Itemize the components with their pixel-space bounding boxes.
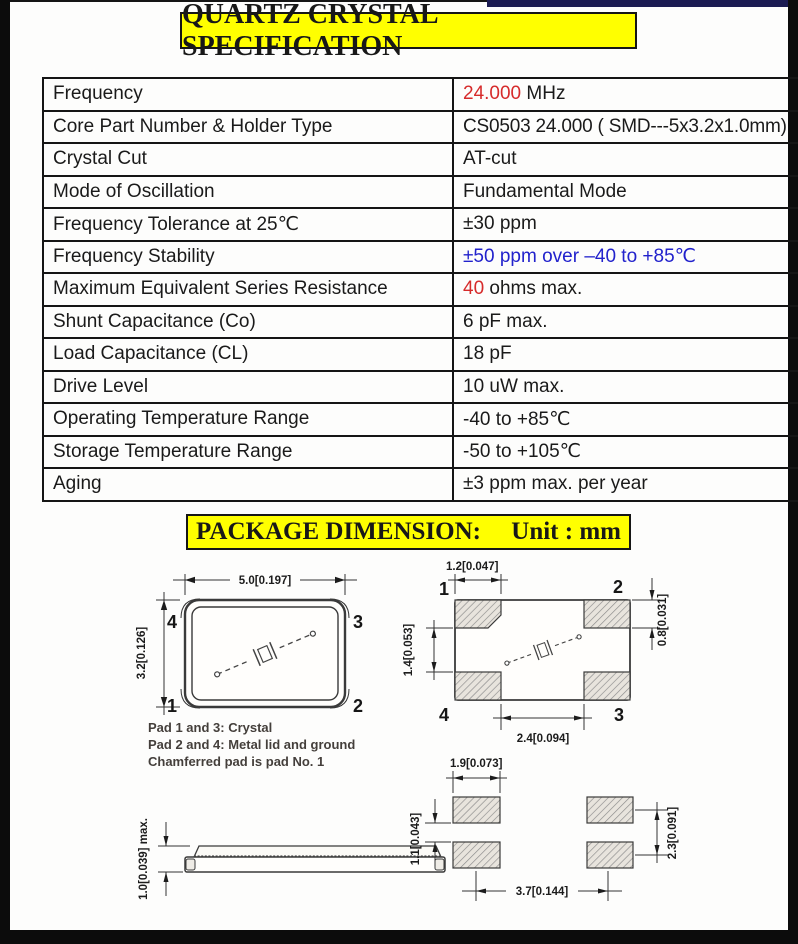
table-row bbox=[43, 208, 798, 241]
table-row bbox=[43, 78, 798, 111]
spec-value: AT-cut bbox=[453, 143, 798, 176]
package-dimension-title: PACKAGE DIMENSION: bbox=[196, 518, 481, 545]
pin-3-label: 3 bbox=[613, 705, 625, 725]
arrowhead bbox=[453, 776, 463, 781]
dim-width-label: 5.0[0.197] bbox=[238, 575, 292, 587]
dim-land-pitch-label: 2.3[0.091] bbox=[667, 806, 679, 860]
arrowhead bbox=[432, 662, 437, 672]
extension-lines bbox=[632, 600, 660, 628]
spec-label: Drive Level bbox=[43, 371, 453, 404]
arrowhead bbox=[433, 842, 438, 852]
table-row bbox=[43, 273, 798, 306]
spec-value: 10 uW max. bbox=[453, 371, 798, 404]
spec-label: Crystal Cut bbox=[43, 143, 453, 176]
spec-value: -50 to +105℃ bbox=[453, 436, 798, 469]
pin-2-label: 2 bbox=[352, 696, 364, 716]
arrowhead bbox=[655, 810, 660, 820]
package-dimension-header bbox=[186, 514, 631, 550]
pad-3 bbox=[584, 672, 630, 700]
arrowhead bbox=[491, 578, 501, 583]
spec-label: Frequency Stability bbox=[43, 241, 453, 274]
spec-value: ±50 ppm over –40 to +85℃ bbox=[453, 241, 798, 274]
spec-label: Shunt Capacitance (Co) bbox=[43, 306, 453, 339]
spec-label: Storage Temperature Range bbox=[43, 436, 453, 469]
spec-value-highlight: 24.000 bbox=[463, 83, 522, 105]
extension-lines bbox=[425, 823, 451, 842]
arrowhead bbox=[650, 628, 655, 638]
land-pad bbox=[453, 797, 500, 823]
spec-label: Core Part Number & Holder Type bbox=[43, 111, 453, 144]
spec-label: Aging bbox=[43, 468, 453, 501]
pad-note-line: Chamferred pad is pad No. 1 bbox=[148, 754, 325, 769]
pin-4-label: 4 bbox=[438, 705, 450, 725]
arrowhead bbox=[655, 845, 660, 855]
extension-lines bbox=[501, 704, 584, 730]
spec-value: Fundamental Mode bbox=[453, 176, 798, 209]
spec-value-highlight: 40 bbox=[463, 278, 485, 300]
table-row bbox=[43, 338, 798, 371]
dim-thickness-label: 1.0[0.039] max. bbox=[138, 818, 150, 900]
spec-label: Mode of Oscillation bbox=[43, 176, 453, 209]
arrowhead bbox=[432, 628, 437, 638]
top-view-drawing bbox=[128, 562, 418, 727]
extension-lines bbox=[635, 810, 668, 855]
page-title bbox=[180, 0, 637, 62]
arrowhead bbox=[501, 716, 511, 721]
spec-label: Operating Temperature Range bbox=[43, 403, 453, 436]
frame-left bbox=[0, 0, 10, 944]
arrowhead bbox=[164, 872, 169, 882]
table-row bbox=[43, 403, 798, 436]
spec-value: -40 to +85℃ bbox=[453, 403, 798, 436]
dim-pad-spacing-label: 2.4[0.094] bbox=[516, 733, 570, 745]
arrowhead bbox=[164, 836, 169, 846]
pin-1-label: 1 bbox=[438, 579, 450, 599]
extension-lines bbox=[453, 771, 500, 793]
land-pad bbox=[453, 842, 500, 868]
package-dimension-unit: Unit : mm bbox=[511, 518, 621, 545]
table-row bbox=[43, 111, 798, 144]
dim-land-gap-label: 1.1[0.043] bbox=[410, 812, 422, 866]
arrowhead bbox=[455, 578, 465, 583]
extension-lines bbox=[455, 574, 501, 594]
table-row bbox=[43, 143, 798, 176]
land-pad bbox=[587, 842, 633, 868]
spec-value-rest: ohms max. bbox=[484, 278, 583, 300]
spec-table bbox=[42, 77, 798, 502]
pad-notes bbox=[148, 719, 355, 770]
arrowhead bbox=[598, 889, 608, 894]
spec-value: ±30 ppm bbox=[453, 208, 798, 241]
spec-value: 18 pF bbox=[453, 338, 798, 371]
land-pad bbox=[587, 797, 633, 823]
pad-note-line: Pad 1 and 3: Crystal bbox=[148, 720, 273, 735]
dim-pad-gap-label: 1.4[0.053] bbox=[403, 623, 415, 677]
table-row bbox=[43, 468, 798, 501]
spec-label: Frequency Tolerance at 25℃ bbox=[43, 208, 453, 241]
spec-value-rest: MHz bbox=[521, 83, 566, 105]
frame-bottom bbox=[0, 930, 798, 944]
page-title-text: QUARTZ CRYSTAL SPECIFICATION bbox=[182, 0, 438, 62]
table-row bbox=[43, 306, 798, 339]
land-pattern-drawing bbox=[410, 755, 690, 920]
pin-3-label: 3 bbox=[352, 612, 364, 632]
dim-land-width-label: 1.9[0.073] bbox=[450, 758, 503, 770]
table-row bbox=[43, 176, 798, 209]
arrowhead bbox=[476, 889, 486, 894]
arrowhead bbox=[490, 776, 500, 781]
base-body bbox=[185, 857, 445, 872]
spec-value bbox=[453, 78, 798, 111]
spec-label: Maximum Equivalent Series Resistance bbox=[43, 273, 453, 306]
spec-value: 6 pF max. bbox=[453, 306, 798, 339]
spec-label: Frequency bbox=[43, 78, 453, 111]
crystal-body-inner bbox=[192, 607, 338, 700]
table-row bbox=[43, 241, 798, 274]
arrowhead bbox=[161, 600, 167, 610]
pin-1-label: 1 bbox=[166, 696, 178, 716]
arrowhead bbox=[574, 716, 584, 721]
spec-value bbox=[453, 273, 798, 306]
spec-value: CS0503 24.000 ( SMD---5x3.2x1.0mm) bbox=[453, 111, 798, 144]
dim-land-span-label: 3.7[0.144] bbox=[515, 886, 569, 898]
bottom-view-drawing bbox=[398, 558, 698, 748]
arrowhead bbox=[650, 590, 655, 600]
table-row bbox=[43, 436, 798, 469]
end-terminal bbox=[186, 859, 195, 870]
spec-value: ±3 ppm max. per year bbox=[453, 468, 798, 501]
pad-4 bbox=[455, 672, 501, 700]
dim-pad-width-label: 1.2[0.047] bbox=[446, 561, 499, 573]
dim-pad-height-label: 0.8[0.031] bbox=[657, 593, 669, 647]
dim-height-label: 3.2[0.126] bbox=[136, 626, 148, 680]
arrowhead bbox=[185, 577, 195, 583]
arrowhead bbox=[433, 813, 438, 823]
pin-4-label: 4 bbox=[166, 612, 178, 632]
metal-lid bbox=[194, 846, 441, 857]
pad-note-line: Pad 2 and 4: Metal lid and ground bbox=[148, 737, 356, 752]
spec-label: Load Capacitance (CL) bbox=[43, 338, 453, 371]
extension-lines bbox=[426, 628, 453, 672]
arrowhead bbox=[335, 577, 345, 583]
pad-2 bbox=[584, 600, 630, 628]
table-row bbox=[43, 371, 798, 404]
pin-2-label: 2 bbox=[612, 577, 624, 597]
